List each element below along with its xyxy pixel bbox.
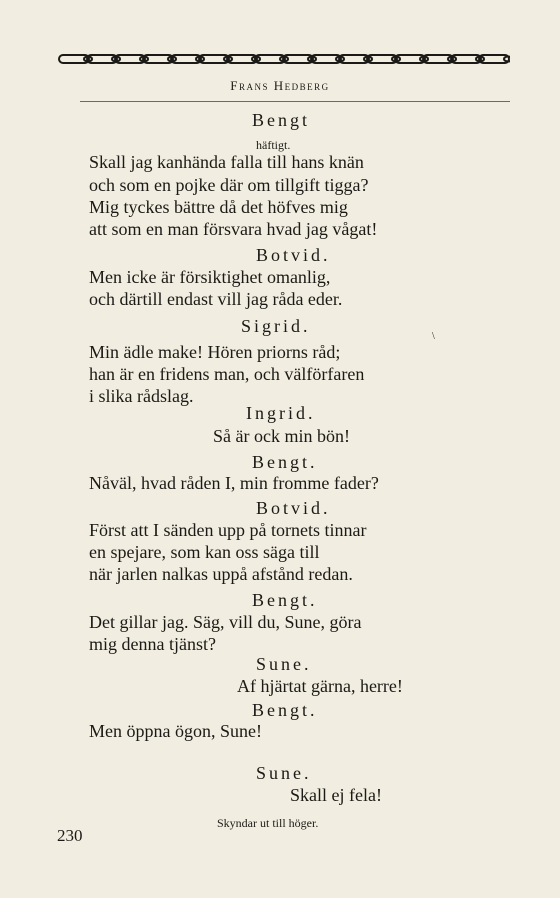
verse-line: Min ädle make! Hören priorns råd;	[89, 342, 341, 362]
chain-ornament-border	[58, 53, 510, 65]
speaker-name: Bengt.	[252, 590, 318, 610]
speaker-name: Ingrid.	[246, 403, 316, 423]
speaker-name: Bengt.	[252, 452, 318, 472]
verse-line: Men icke är försiktighet omanlig,	[89, 267, 331, 287]
verse-line: Skall ej fela!	[290, 785, 382, 805]
verse-line: Först att I sänden upp på tornets tinnar	[89, 520, 367, 540]
verse-line: Nåväl, hvad råden I, min fromme fader?	[89, 473, 379, 493]
verse-line: en spejare, som kan oss säga till	[89, 542, 320, 562]
page-number: 230	[57, 826, 83, 845]
speaker-name: Sigrid.	[241, 316, 311, 336]
verse-line: Af hjärtat gärna, herre!	[237, 676, 403, 696]
verse-line: och därtill endast vill jag råda eder.	[89, 289, 343, 309]
header-rule	[80, 101, 510, 102]
stage-direction: Skyndar ut till höger.	[217, 816, 319, 830]
verse-line: att som en man försvara hvad jag vågat!	[89, 219, 378, 239]
speaker-name: Bengt	[252, 110, 310, 130]
stage-direction: häftigt.	[256, 138, 291, 152]
verse-line: i slika rådslag.	[89, 386, 194, 406]
speaker-name: Botvid.	[256, 245, 331, 265]
speaker-name: Sune.	[256, 654, 312, 674]
speaker-name: Botvid.	[256, 498, 331, 518]
verse-line: Skall jag kanhända falla till hans knän	[89, 152, 364, 172]
verse-line: han är en fridens man, och välförfaren	[89, 364, 365, 384]
verse-line: Det gillar jag. Säg, vill du, Sune, göra	[89, 612, 362, 632]
verse-line: när jarlen nalkas uppå afstånd redan.	[89, 564, 353, 584]
speaker-name: Bengt.	[252, 700, 318, 720]
stray-mark: \	[432, 331, 435, 342]
verse-line: mig denna tjänst?	[89, 634, 216, 654]
speaker-name: Sune.	[256, 763, 312, 783]
verse-line: Så är ock min bön!	[213, 426, 350, 446]
running-head: Frans Hedberg	[230, 78, 330, 93]
verse-line: Mig tyckes bättre då det höfves mig	[89, 197, 348, 217]
verse-line: och som en pojke där om tillgift tigga?	[89, 175, 369, 195]
verse-line: Men öppna ögon, Sune!	[89, 721, 262, 741]
